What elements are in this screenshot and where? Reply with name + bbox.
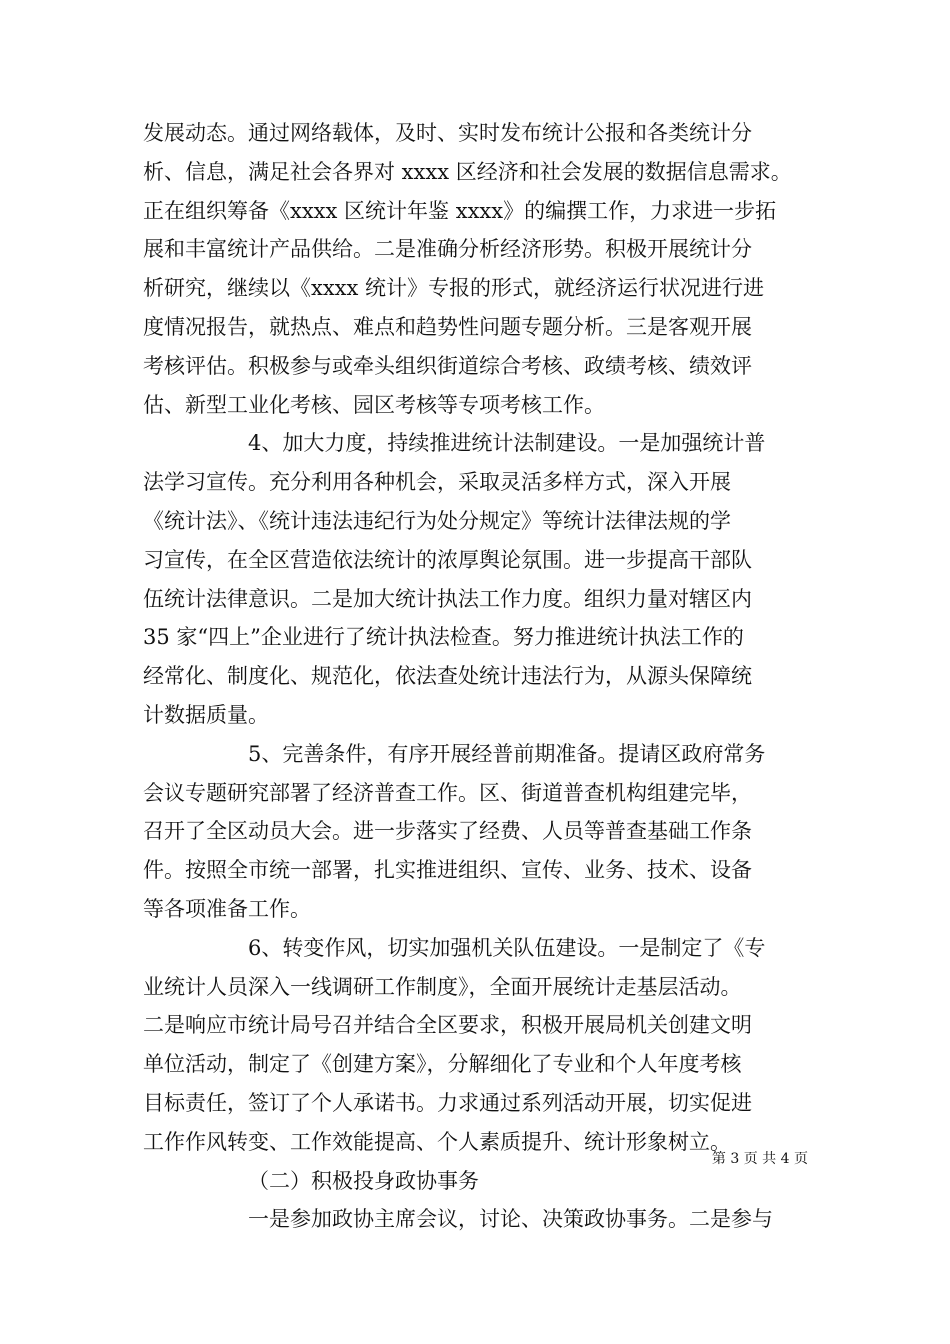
paragraph-start-5: 5、完善条件，有序开展经普前期准备。提请区政府常务 (248, 741, 766, 766)
text-line: 工作作风转变、工作效能提高、个人素质提升、统计形象树立。 (143, 1129, 731, 1154)
text-line: 经常化、制度化、规范化，依法查处统计违法行为，从源头保障统 (143, 664, 752, 689)
text-line: 单位活动，制定了《创建方案》，分解细化了专业和个人年度考核 (143, 1052, 742, 1077)
text-line: 《统计法》、《统计违法违纪行为处分规定》等统计法律法规的学 (143, 508, 731, 533)
text-line: 等各项准备工作。 (143, 896, 311, 921)
text-line: 伍统计法律意识。二是加大统计执法工作力度。组织力量对辖区内 (143, 586, 752, 611)
text-line: 二是响应市统计局号召并结合全区要求，积极开展局机关创建文明 (143, 1013, 752, 1038)
text-line: 法学习宣传。充分利用各种机会，采取灵活多样方式，深入开展 (143, 470, 731, 495)
text-line: 度情况报告，就热点、难点和趋势性问题专题分析。三是客观开展 (143, 314, 752, 339)
text-line: 展和丰富统计产品供给。二是准确分析经济形势。积极开展统计分 (143, 237, 752, 262)
text-line: 目标责任，签订了个人承诺书。力求通过系列活动开展，切实促进 (143, 1090, 752, 1115)
text-line: 析、信息，满足社会各界对 xxxx 区经济和社会发展的数据信息需求。 (143, 159, 792, 184)
text-line: 习宣传，在全区营造依法统计的浓厚舆论氛围。进一步提高干部队 (143, 547, 752, 572)
text-line: 会议专题研究部署了经济普查工作。区、街道普查机构组建完毕， (143, 780, 752, 805)
text-line: 召开了全区动员大会。进一步落实了经费、人员等普查基础工作条 (143, 819, 752, 844)
text-line: 析研究，继续以《xxxx 统计》专报的形式，就经济运行状况进行进 (143, 276, 765, 301)
section-heading: （二）积极投身政协事务 (248, 1168, 479, 1193)
paragraph-start-4: 4、加大力度，持续推进统计法制建设。一是加强统计普 (248, 431, 766, 456)
paragraph-start-6: 6、转变作风，切实加强机关队伍建设。一是制定了《专 (248, 935, 766, 960)
text-line: 35 家“四上”企业进行了统计执法检查。努力推进统计执法工作的 (143, 625, 744, 650)
text-line: 估、新型工业化考核、园区考核等专项考核工作。 (143, 392, 605, 417)
text-line: 正在组织筹备《xxxx 区统计年鉴 xxxx》的编撰工作，力求进一步拓 (143, 198, 777, 223)
text-line: 计数据质量。 (143, 702, 269, 727)
text-line: 业统计人员深入一线调研工作制度》，全面开展统计走基层活动。 (143, 974, 742, 999)
text-line: 考核评估。积极参与或牵头组织街道综合考核、政绩考核、绩效评 (143, 353, 752, 378)
body-text (143, 114, 813, 1239)
page-number-footer: 第 3 页 共 4 页 (711, 1151, 808, 1167)
paragraph-start-last: 一是参加政协主席会议，讨论、决策政协事务。二是参与 (248, 1207, 773, 1232)
text-line: 发展动态。通过网络载体，及时、实时发布统计公报和各类统计分 (143, 121, 752, 145)
text-line: 件。按照全市统一部署，扎实推进组织、宣传、业务、技术、设备 (143, 858, 752, 883)
